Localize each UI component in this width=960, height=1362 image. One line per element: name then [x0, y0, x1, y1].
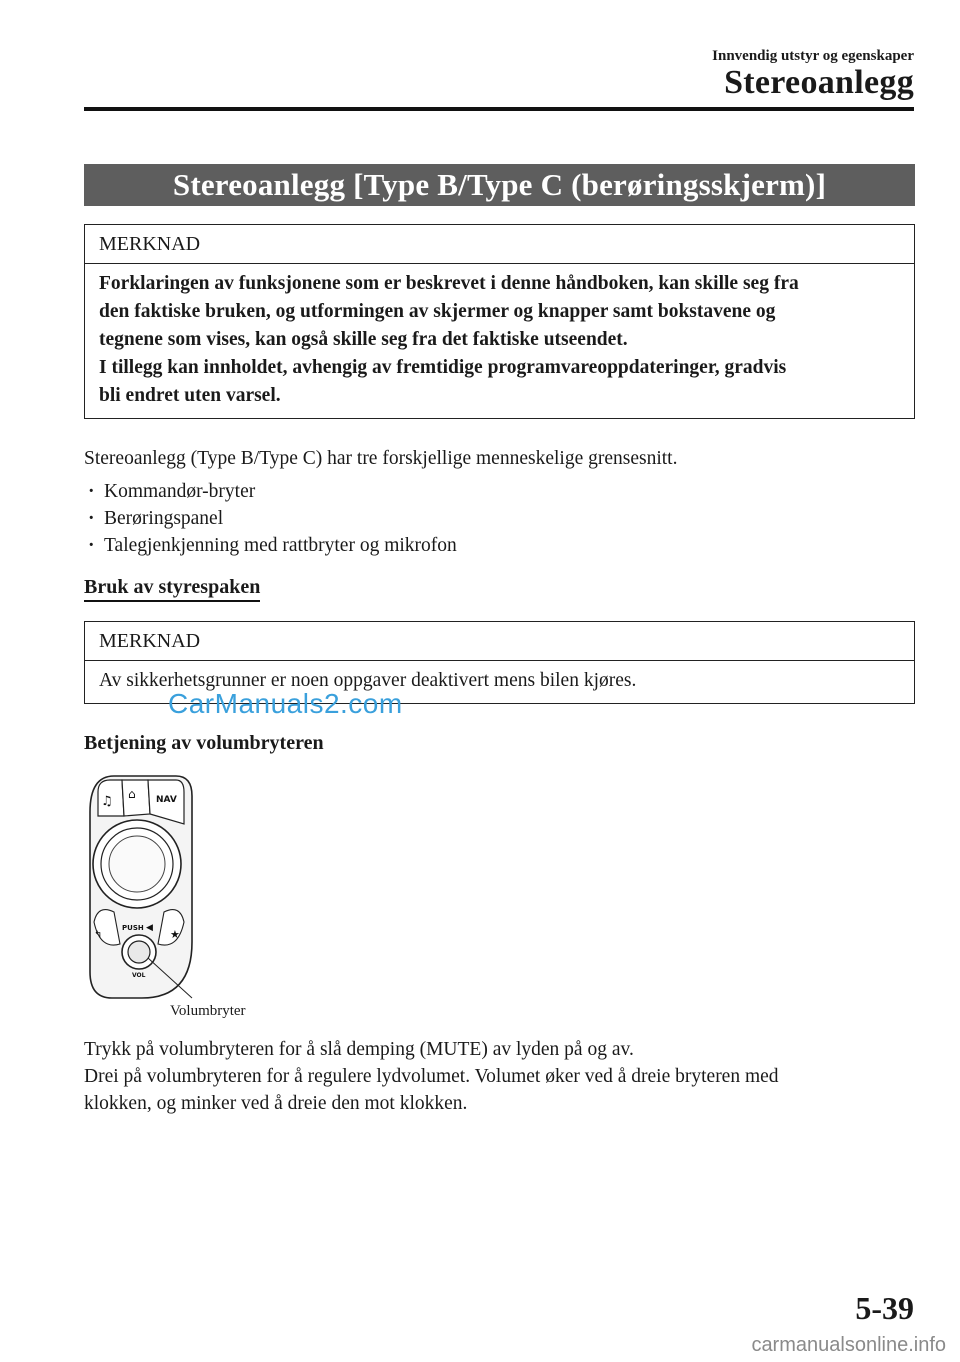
bullet-dot-icon: ·	[88, 508, 95, 529]
subheading: Betjening av volumbryteren	[84, 732, 324, 754]
vol-label: VOL	[132, 972, 146, 979]
mute-speaker-icon: ◀	[146, 923, 153, 933]
bullet-item	[88, 481, 255, 503]
header-title: Stereoanlegg	[724, 64, 914, 101]
push-label: PUSH	[122, 924, 144, 932]
page-number: 5-39	[855, 1290, 914, 1326]
bullet-dot-icon: ·	[88, 481, 95, 502]
note-heading: MERKNAD	[85, 225, 914, 264]
note-line: bli endret uten varsel.	[99, 385, 281, 406]
body-line: Trykk på volumbryteren for å slå demping (MUTE) av lyden på og av.	[84, 1039, 634, 1060]
note-body	[85, 264, 914, 418]
bullet-text: Talegjenkjenning med rattbryter og mikrofon	[104, 535, 457, 556]
watermark-link[interactable]: CarManuals2.com	[168, 688, 403, 719]
favorite-star-icon: ★	[170, 928, 180, 941]
bullet-item	[88, 508, 223, 530]
section-heading: Bruk av styrespaken	[84, 575, 260, 602]
body-line: klokken, og minker ved å dreie den mot klokken.	[84, 1093, 468, 1114]
bullet-dot-icon: ·	[88, 535, 95, 556]
nav-label: NAV	[156, 795, 177, 805]
home-icon: ⌂	[128, 787, 136, 801]
back-icon: ↰	[94, 930, 103, 941]
chapter-banner: Stereoanlegg [Type B/Type C (berøringsskjerm)]	[84, 164, 915, 206]
header-rule	[84, 107, 914, 111]
note-box-1	[84, 224, 915, 419]
note-line: Forklaringen av funksjonene som er beskrevet i denne håndboken, kan skille seg fra	[99, 273, 799, 294]
intro-paragraph: Stereoanlegg (Type B/Type C) har tre forskjellige menneskelige grensesnitt.	[84, 448, 678, 469]
note-line: I tillegg kan innholdet, avhengig av fremtidige programvareoppdateringer, gradvis	[99, 357, 787, 378]
bullet-text: Kommandør-bryter	[104, 481, 256, 502]
note-line: den faktiske bruken, og utformingen av skjermer og knapper samt bokstavene og	[99, 301, 776, 322]
note-heading: MERKNAD	[85, 622, 914, 661]
figure-caption: Volumbryter	[170, 1003, 246, 1019]
footer-url-link[interactable]: carmanualsonline.info	[751, 1334, 946, 1356]
header-section: Innvendig utstyr og egenskaper	[712, 48, 914, 64]
bullet-text: Berøringspanel	[104, 508, 224, 529]
note-line: tegnene som vises, kan også skille seg fra det faktiske utseendet.	[99, 329, 628, 350]
music-icon: ♫	[101, 794, 113, 809]
note-body: Av sikkerhetsgrunner er noen oppgaver deaktivert mens bilen kjøres.	[99, 670, 637, 691]
body-line: Drei på volumbryteren for å regulere lydvolumet. Volumet øker ved å dreie bryteren med	[84, 1066, 779, 1087]
commander-switch-illustration	[84, 772, 204, 1004]
bullet-item	[88, 535, 457, 557]
